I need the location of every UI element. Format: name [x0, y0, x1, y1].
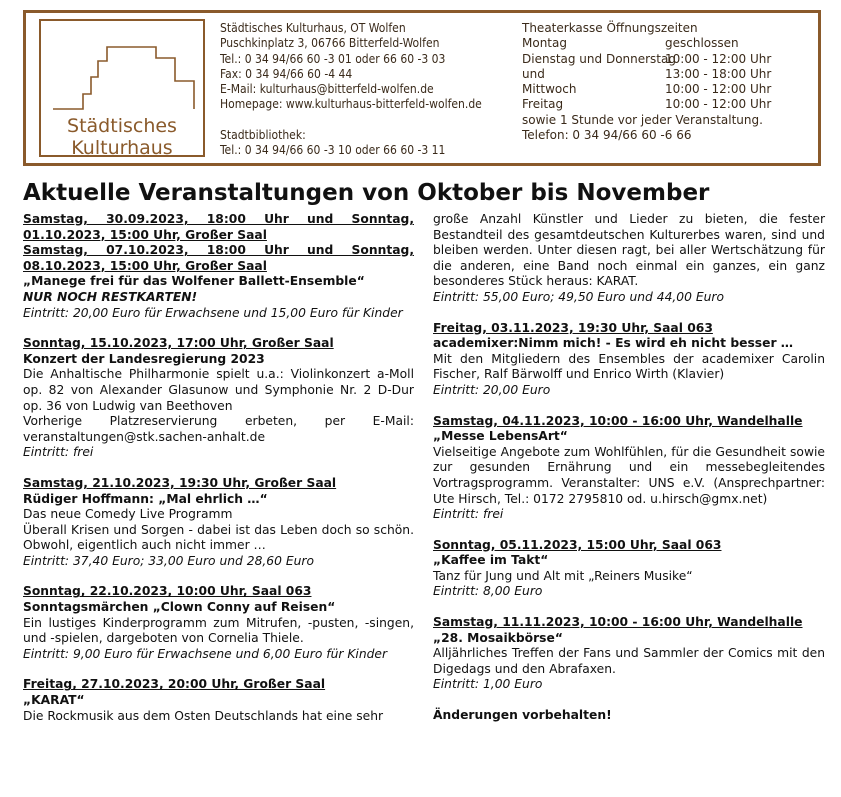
event-mosaikboerse: [433, 615, 825, 693]
box-office-extra: sowie 1 Stunde vor jeder Veranstaltung.: [522, 112, 763, 127]
event-name: „KARAT“: [23, 693, 85, 708]
event-karat: [23, 677, 414, 724]
box-office-hours: [522, 21, 822, 143]
event-description: Ein lustiges Kinderprogramm zum Mitrufen, -pusten, -singen, und -spielen, dargeboten von Cornelia Thiele.: [23, 615, 414, 646]
fax-line: Fax: 0 34 94/66 60 -4 44: [220, 66, 353, 81]
email-line: E-Mail: kulturhaus@bitterfeld-wolfen.de: [220, 82, 434, 97]
event-date: Sonntag, 15.10.2023, 17:00 Uhr, Großer Saal: [23, 336, 334, 351]
event-name: „Messe LebensArt“: [433, 429, 568, 444]
event-kaffee-im-takt: [433, 538, 825, 600]
event-description: Die Anhaltische Philharmonie spielt u.a.: Violinkonzert a-Moll op. 82 von Alexander Glasunow und Symphonie Nr. 2 D-Dur op. 36 von Ludwig van Beethoven: [23, 367, 414, 413]
hours-row: [522, 52, 822, 67]
event-comedy: [23, 476, 414, 570]
event-fee: Eintritt: 20,00 Euro: [433, 382, 551, 397]
event-description: Alljährliches Treffen der Fans und Sammler der Comics mit den Digedags und den Abrafaxen.: [433, 646, 825, 676]
event-date: Freitag, 03.11.2023, 19:30 Uhr, Saal 063: [433, 320, 713, 335]
hours-day: Freitag: [522, 97, 564, 112]
hours-time: geschlossen: [665, 36, 739, 51]
changes-reserved-note: Änderungen vorbehalten!: [433, 708, 612, 723]
hours-row: [522, 82, 822, 97]
event-fee: Eintritt: 8,00 Euro: [433, 584, 543, 599]
event-name: Sonntagsmärchen „Clown Conny auf Reisen“: [23, 600, 336, 615]
event-description: Überall Krisen und Sorgen - dabei ist das Leben doch so schön. Obwohl, eigentlich auch nicht immer …: [23, 522, 414, 553]
hours-row: [522, 67, 822, 82]
address-line: Puschkinplatz 3, 06766 Bitterfeld-Wolfen: [220, 36, 440, 51]
library-label: Stadtbibliothek:: [220, 128, 306, 143]
address-block: [220, 21, 510, 159]
event-name: academixer:Nimm mich! - Es wird eh nicht besser …: [433, 336, 794, 351]
logo: [39, 19, 205, 157]
event-date: Samstag, 04.11.2023, 10:00 - 16:00 Uhr, Wandelhalle: [433, 413, 803, 428]
address-line: Städtisches Kulturhaus, OT Wolfen: [220, 21, 406, 35]
event-date: Freitag, 27.10.2023, 20:00 Uhr, Großer Saal: [23, 677, 326, 692]
event-description: Mit den Mitgliedern des Ensembles der academixer Carolin Fischer, Ralf Bärwolff und Enrico Wirth (Klavier): [433, 351, 825, 382]
logo-text-line1: Städtisches: [67, 115, 177, 137]
hours-time: 10:00 - 12:00 Uhr: [665, 51, 772, 66]
event-concert: [23, 336, 414, 461]
event-date: Samstag, 11.11.2023, 10:00 - 16:00 Uhr, Wandelhalle: [433, 615, 803, 630]
hours-day: Mittwoch: [522, 82, 577, 97]
event-description: Das neue Comedy Live Programm: [23, 507, 233, 522]
event-date: Sonntag, 22.10.2023, 10:00 Uhr, Saal 063: [23, 584, 312, 599]
event-description: Vorherige Platzreservierung erbeten, per E-Mail: veranstaltungen@stk.sachen-anhalt.de: [23, 414, 414, 444]
homepage-line: Homepage: www.kulturhaus-bitterfeld-wolfen.de: [220, 97, 482, 112]
event-fee: Eintritt: 20,00 Euro für Erwachsene und 15,00 Euro für Kinder: [23, 305, 403, 320]
phone-line: Tel.: 0 34 94/66 60 -3 01 oder 66 60 -3 03: [220, 51, 446, 66]
hours-time: 10:00 - 12:00 Uhr: [665, 82, 772, 97]
hours-day: Montag: [522, 36, 567, 51]
header-box: [23, 10, 821, 166]
event-name: „28. Mosaikbörse“: [433, 630, 563, 645]
hours-day: Dienstag und Donnerstag: [522, 51, 676, 66]
event-fee: Eintritt: 9,00 Euro für Erwachsene und 6,00 Euro für Kinder: [23, 646, 388, 661]
event-karat-continued: [433, 212, 825, 306]
event-date: Samstag, 30.09.2023, 18:00 Uhr und Sonntag, 01.10.2023, 15:00 Uhr, Großer Saal: [23, 212, 414, 242]
event-note: NUR NOCH RESTKARTEN!: [23, 289, 198, 304]
event-fee: Eintritt: frei: [23, 445, 94, 460]
hours-time: 13:00 - 18:00 Uhr: [665, 66, 772, 81]
event-messe-lebensart: [433, 414, 825, 523]
event-academixer: [433, 321, 825, 399]
box-office-phone: Telefon: 0 34 94/66 60 -6 66: [522, 128, 692, 143]
event-fee: Eintritt: frei: [433, 507, 504, 522]
event-date: Samstag, 21.10.2023, 19:30 Uhr, Großer Saal: [23, 475, 337, 490]
event-fee: Eintritt: 37,40 Euro; 33,00 Euro und 28,60 Euro: [23, 553, 314, 568]
hours-row: [522, 36, 822, 51]
event-description: Tanz für Jung und Alt mit „Reiners Musike“: [433, 568, 693, 583]
hours-day: und: [522, 66, 545, 81]
event-name: „Kaffee im Takt“: [433, 553, 549, 568]
event-ballet: [23, 212, 414, 321]
event-fee: Eintritt: 55,00 Euro; 49,50 Euro und 44,00 Euro: [433, 289, 724, 304]
hours-time: 10:00 - 12:00 Uhr: [665, 97, 772, 112]
event-fee: Eintritt: 1,00 Euro: [433, 677, 543, 692]
box-office-title: Theaterkasse Öffnungszeiten: [522, 21, 698, 35]
hours-row: [522, 97, 822, 112]
events-column-left: [23, 212, 414, 739]
logo-text-line2: Kulturhaus: [71, 137, 173, 159]
event-date: Sonntag, 05.11.2023, 15:00 Uhr, Saal 063: [433, 537, 722, 552]
events-column-right: [433, 212, 825, 724]
event-name: „Manege frei für das Wolfener Ballett-Ensemble“: [23, 274, 365, 289]
event-name: Rüdiger Hoffmann: „Mal ehrlich …“: [23, 491, 268, 506]
event-description: Die Rockmusik aus dem Osten Deutschlands hat eine sehr: [23, 708, 384, 723]
page-title: Aktuelle Veranstaltungen von Oktober bis November: [23, 180, 710, 206]
event-description: große Anzahl Künstler und Lieder zu bieten, die fester Bestandteil des gesamtdeutschen Kulturerbes waren, sind und bleiben werden. Unter diesen ragt, bei aller Wertschätzung für die anderen, eine Band noch einmal ein ganzes, ein ganz besonderes Stück heraus: KARAT.: [433, 212, 825, 289]
event-fairy-tale: [23, 584, 414, 662]
event-description: Vielseitige Angebote zum Wohlfühlen, für die Gesundheit sowie zur gesunden Ernährung und ein messebegleitendes Vortragsprogramm. Veranstalter: UNS e.V. (Ansprechpartner: Ute Hirsch, Tel.: 0172 2795810 od. u.hirsch@gmx.net): [433, 444, 825, 506]
event-date: Samstag, 07.10.2023, 18:00 Uhr und Sonntag, 08.10.2023, 15:00 Uhr, Großer Saal: [23, 243, 414, 273]
library-phone: Tel.: 0 34 94/66 60 -3 10 oder 66 60 -3 11: [220, 143, 446, 158]
event-name: Konzert der Landesregierung 2023: [23, 351, 265, 366]
